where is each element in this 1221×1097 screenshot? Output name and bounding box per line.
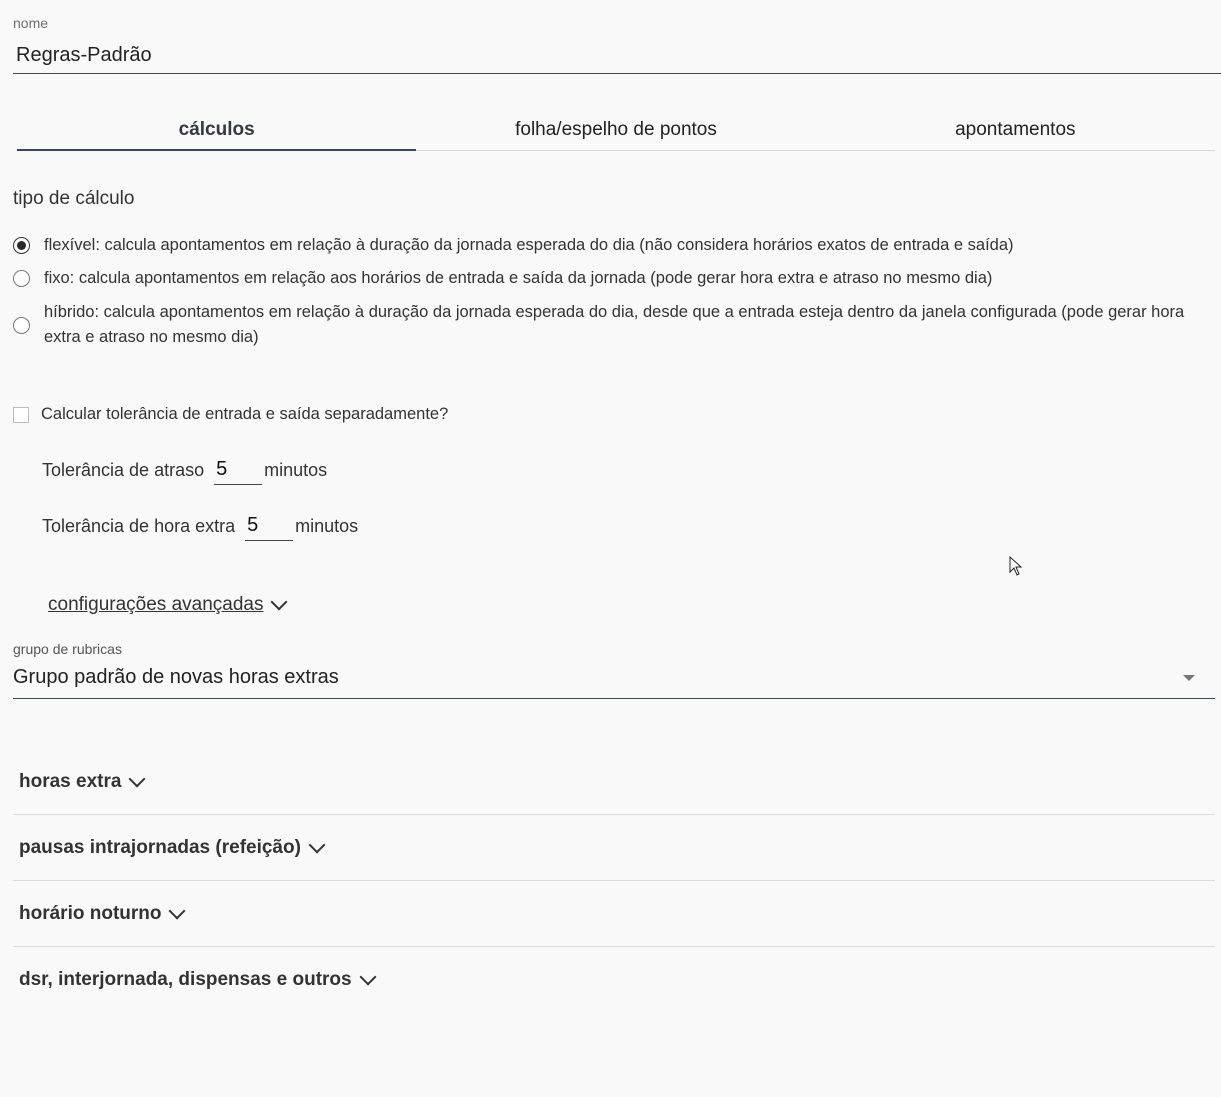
name-input[interactable] — [13, 38, 1221, 74]
rubric-group-value: Grupo padrão de novas horas extras — [13, 666, 339, 688]
section-horario-noturno[interactable] — [13, 881, 1215, 947]
advanced-settings-label: configurações avançadas — [48, 594, 264, 615]
overtime-tolerance-input[interactable] — [245, 511, 293, 541]
tab-apontamentos[interactable]: apontamentos — [955, 119, 1076, 140]
tab-calculos[interactable]: cálculos — [17, 112, 416, 150]
section-label-horas-extra: horas extra — [19, 770, 122, 792]
radio-option-fixo[interactable] — [13, 266, 992, 291]
radio-label-fixo: fixo: calcula apontamentos em relação aos horários de entrada e saída da jornada (pode gerar hora extra e atraso no mesmo dia) — [44, 269, 993, 287]
radio-label-hibrido: híbrido: calcula apontamentos em relação à duração da jornada esperada do dia, desde que a entrada esteja dentro da janela configurada (pode gerar hora extra e atraso no mesmo dia) — [44, 303, 1185, 346]
radio-option-hibrido[interactable] — [13, 300, 1213, 350]
late-tolerance-unit: minutos — [264, 460, 328, 480]
overtime-tolerance-label: Tolerância de hora extra — [42, 516, 236, 536]
late-tolerance-label: Tolerância de atraso — [42, 460, 205, 480]
overtime-tolerance-row — [42, 511, 358, 541]
section-dsr-interjornada[interactable] — [13, 947, 1215, 1013]
section-label-pausas: pausas intrajornadas (refeição) — [19, 836, 301, 858]
section-label-noturno: horário noturno — [19, 902, 162, 924]
section-label-dsr: dsr, interjornada, dispensas e outros — [19, 969, 352, 990]
name-label: nome — [13, 15, 49, 31]
tab-bar — [17, 112, 1215, 151]
chevron-down-icon — [169, 902, 186, 919]
chevron-down-icon — [308, 836, 325, 853]
chevron-down-icon — [129, 770, 146, 787]
section-horas-extra[interactable] — [13, 749, 1215, 815]
radio-flexivel[interactable] — [13, 237, 30, 254]
rubric-group-label: grupo de rubricas — [13, 641, 122, 657]
radio-fixo[interactable] — [13, 270, 30, 287]
chevron-down-icon — [271, 594, 288, 611]
rubric-group-select[interactable] — [13, 662, 1215, 699]
separate-tolerance-label: Calcular tolerância de entrada e saída separadamente? — [41, 405, 449, 423]
separate-tolerance-checkbox[interactable] — [13, 407, 29, 423]
calc-type-title: tipo de cálculo — [13, 188, 135, 209]
mouse-cursor-icon — [1009, 556, 1023, 576]
advanced-settings-toggle[interactable] — [48, 594, 285, 616]
radio-label-flexivel: flexível: calcula apontamentos em relação à duração da jornada esperada do dia (não considera horários exatos de entrada e saída) — [44, 236, 1014, 254]
overtime-tolerance-unit: minutos — [295, 516, 359, 536]
late-tolerance-input[interactable] — [214, 455, 262, 485]
late-tolerance-row — [42, 455, 327, 485]
radio-option-flexivel[interactable] — [13, 233, 1014, 258]
tab-folha-espelho[interactable]: folha/espelho de pontos — [515, 119, 717, 140]
separate-tolerance-row[interactable] — [13, 405, 448, 424]
dropdown-caret-icon — [1183, 675, 1195, 681]
section-pausas-intrajornadas[interactable] — [13, 815, 1215, 881]
chevron-down-icon — [359, 969, 376, 986]
radio-hibrido[interactable] — [13, 317, 30, 334]
